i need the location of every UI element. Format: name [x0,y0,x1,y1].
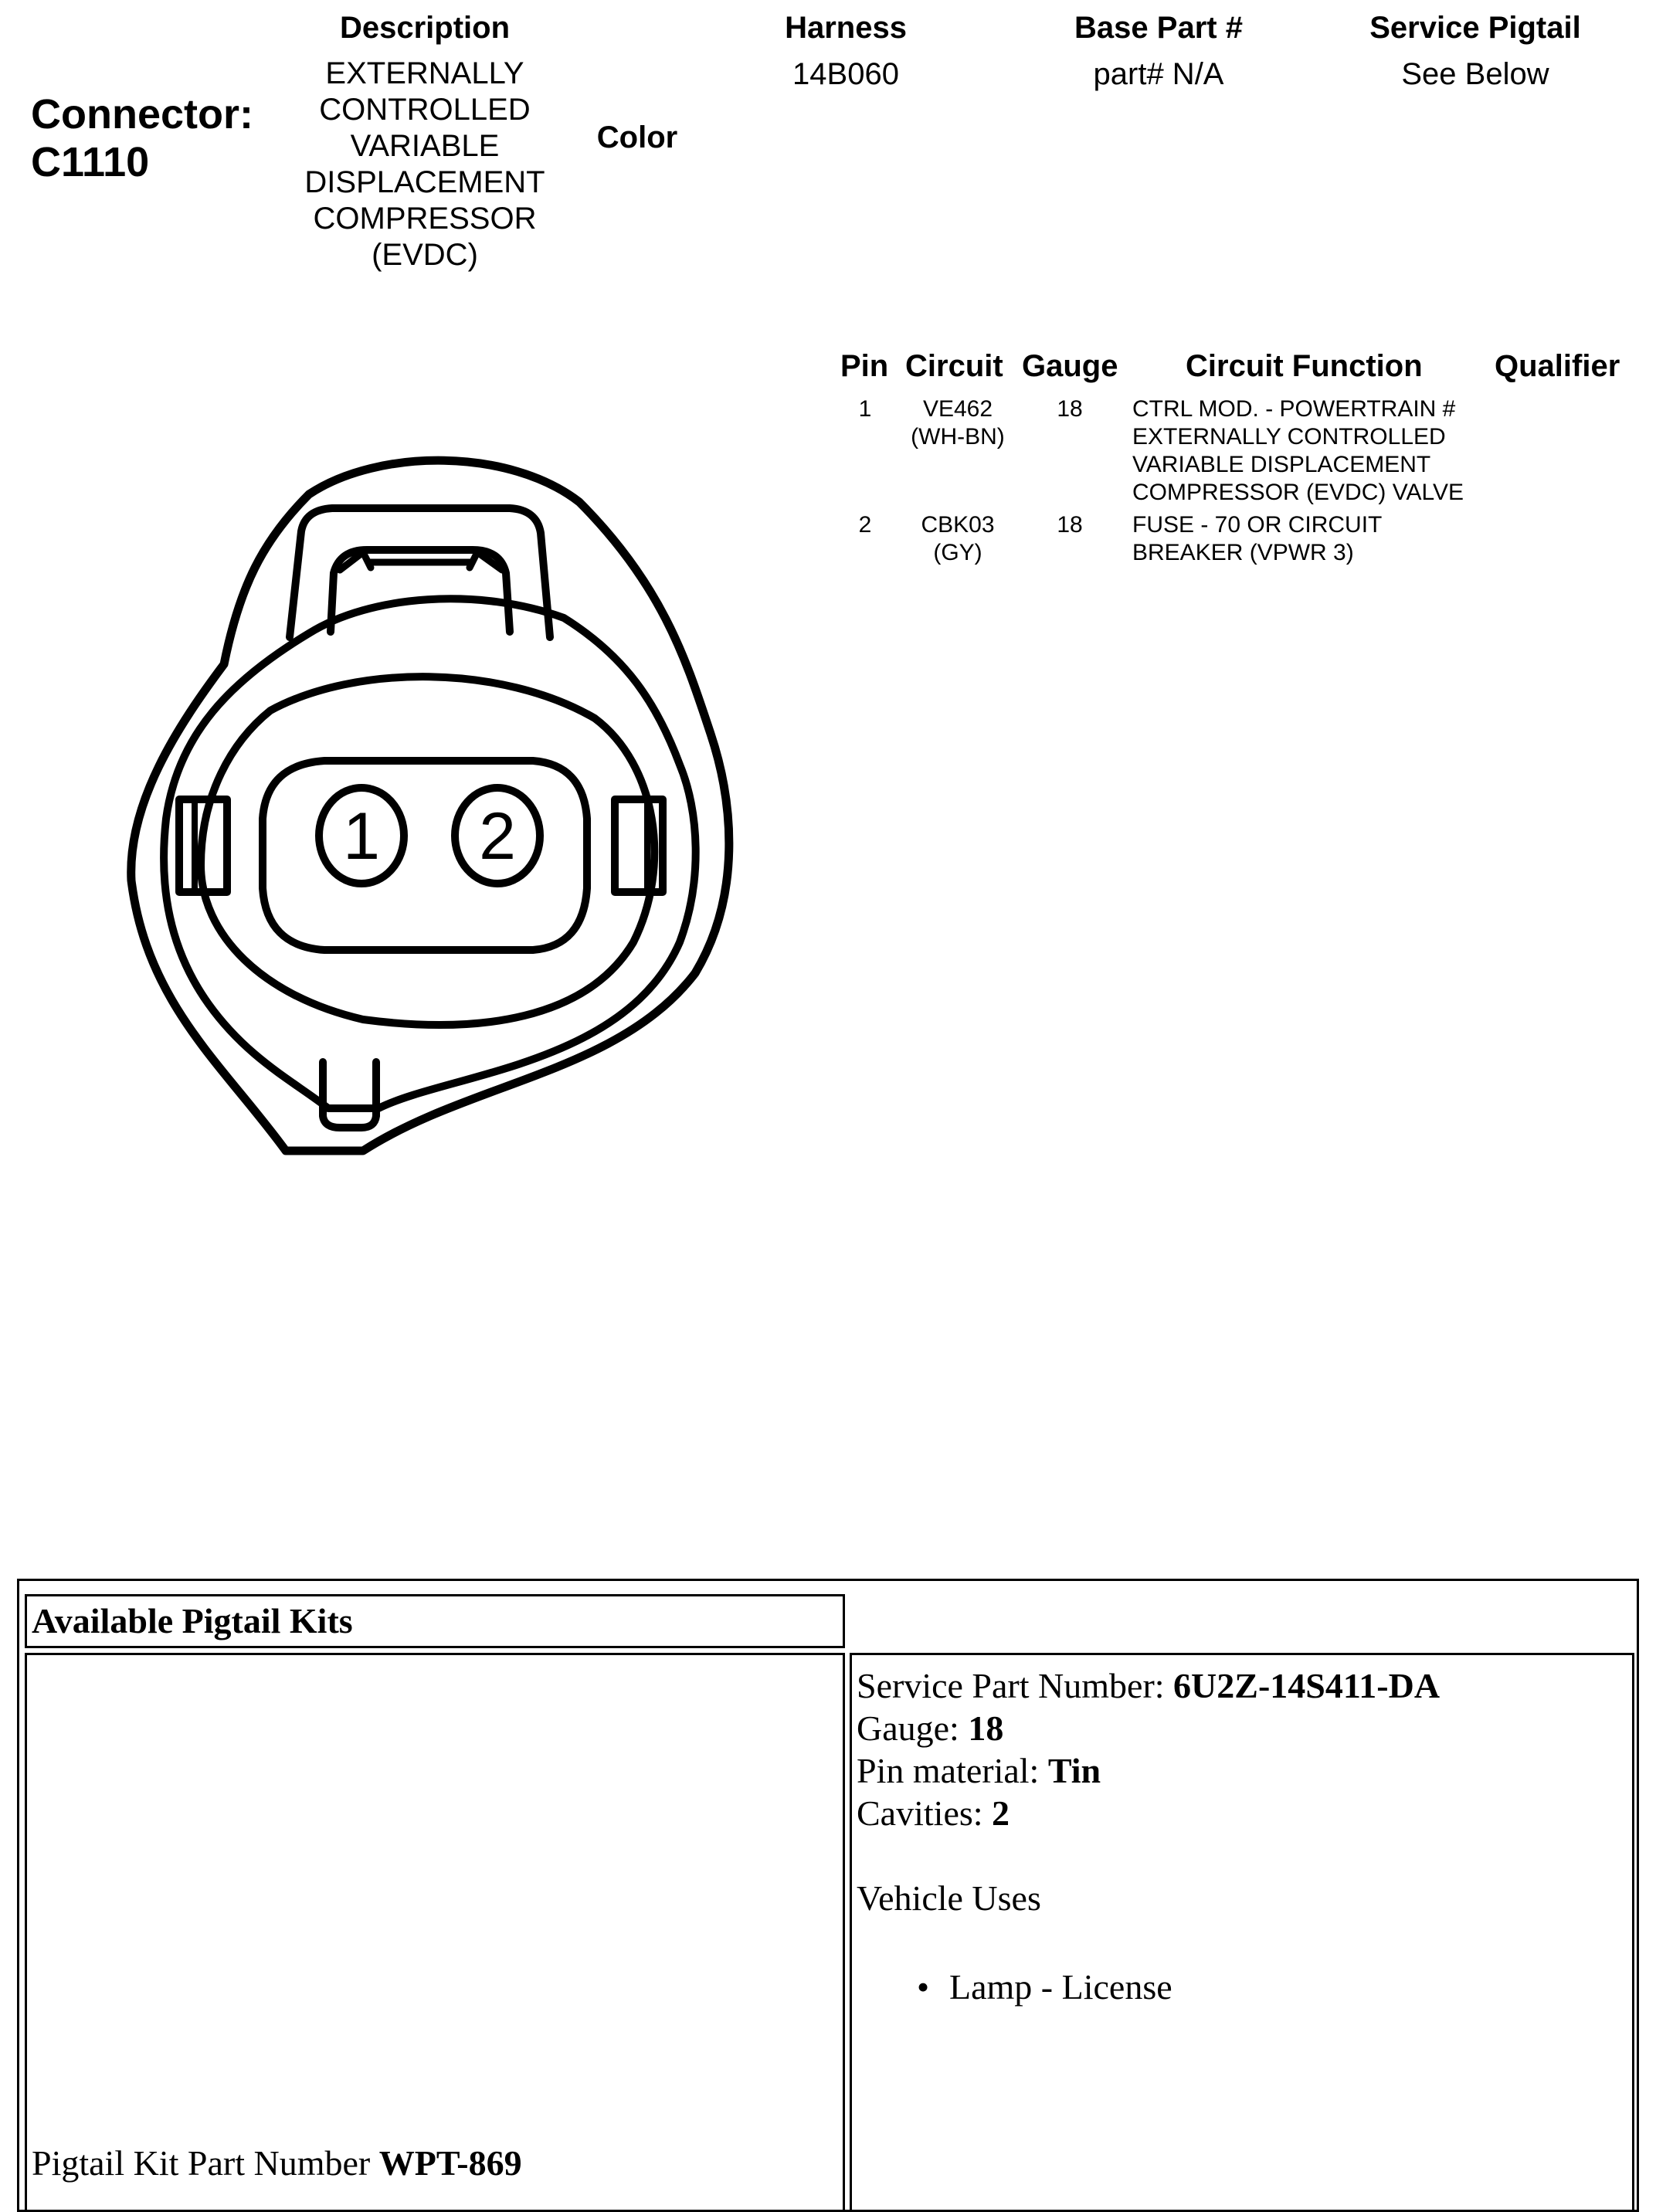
service-part-label: Service Part Number: [857,1666,1174,1705]
function-line: FUSE - 70 OR CIRCUIT [1132,512,1383,538]
service-part-value: 6U2Z-14S411-DA [1173,1666,1441,1705]
col-description-header: Description [339,11,511,45]
description-line: DISPLACEMENT [304,165,545,199]
connector-id: C1110 [31,139,150,185]
pin-material-label: Pin material: [857,1751,1048,1790]
pigtail-gauge [857,1707,1440,1749]
vehicle-uses-list [857,1966,1440,2008]
pigtail-details [857,1664,1440,2008]
pin-col-header: Pin [840,349,889,383]
circuit-cell [896,511,1020,567]
pin-table [834,349,1656,627]
description-line: CONTROLLED [319,93,531,127]
service-pigtail-value: See Below [1401,57,1549,91]
cavities-value: 2 [992,1793,1010,1833]
function-line: EXTERNALLY CONTROLLED [1132,424,1446,450]
color-label: Color [596,120,678,154]
pin-number: 1 [858,396,872,422]
gauge-label: Gauge: [857,1708,969,1748]
pigtail-title-cell [25,1594,845,1648]
pin-material-value: Tin [1047,1751,1101,1790]
description-line: VARIABLE [350,129,500,163]
bottom-key [323,1062,376,1128]
circuit-id: VE462 [922,396,993,422]
pigtail-image-cell [25,1653,845,2212]
service-part-number [857,1664,1440,1707]
function-cell [1132,395,1596,507]
connector-face-diagram [116,440,734,1166]
pin-material [857,1749,1440,1792]
function-line: COMPRESSOR (EVDC) VALVE [1132,480,1464,505]
circuit-color: (WH-BN) [911,424,1005,450]
function-line: VARIABLE DISPLACEMENT [1132,452,1431,477]
function-line: CTRL MOD. - POWERTRAIN # [1132,396,1456,422]
pin-label-2: 2 [479,799,516,874]
vehicle-uses-label: Vehicle Uses [857,1878,1041,1918]
pin-number: 2 [858,512,872,538]
cavities-label: Cavities: [857,1793,993,1833]
function-line: BREAKER (VPWR 3) [1132,540,1354,565]
function-col-header: Circuit Function [1186,349,1423,383]
circuit-id: CBK03 [921,512,995,538]
function-cell [1132,511,1596,567]
vehicle-use-item: • Lamp - License [857,1966,1440,2008]
gauge-col-header: Gauge [1022,349,1118,383]
qualifier-col-header: Qualifier [1495,349,1620,383]
description-line: EXTERNALLY [325,56,524,90]
harness-value: 14B060 [792,57,899,91]
connector-title [31,90,253,186]
description-line: COMPRESSOR [313,202,537,236]
connector-label: Connector: [31,91,253,137]
pigtail-details-cell [850,1653,1634,2212]
kit-part-value: WPT-869 [378,2143,522,2183]
base-part-value: part# N/A [1093,57,1224,91]
cavities [857,1792,1440,1834]
circuit-color: (GY) [933,540,982,565]
gauge-cell: 18 [1057,512,1083,538]
col-service-pigtail-header: Service Pigtail [1369,11,1581,45]
pigtail-title: Available Pigtail Kits [32,1601,353,1640]
col-base-part-header: Base Part # [1074,11,1243,45]
circuit-cell [896,395,1020,451]
col-harness-header: Harness [785,11,907,45]
circuit-col-header: Circuit [905,349,1003,383]
description-line: (EVDC) [372,238,478,272]
gauge-cell: 18 [1057,396,1083,422]
connector-description [270,56,579,273]
gauge-value: 18 [968,1708,1004,1748]
kit-part-label: Pigtail Kit Part Number [32,2143,379,2183]
pin-label-1: 1 [343,799,380,874]
pigtail-kit-part-number [32,2142,522,2184]
